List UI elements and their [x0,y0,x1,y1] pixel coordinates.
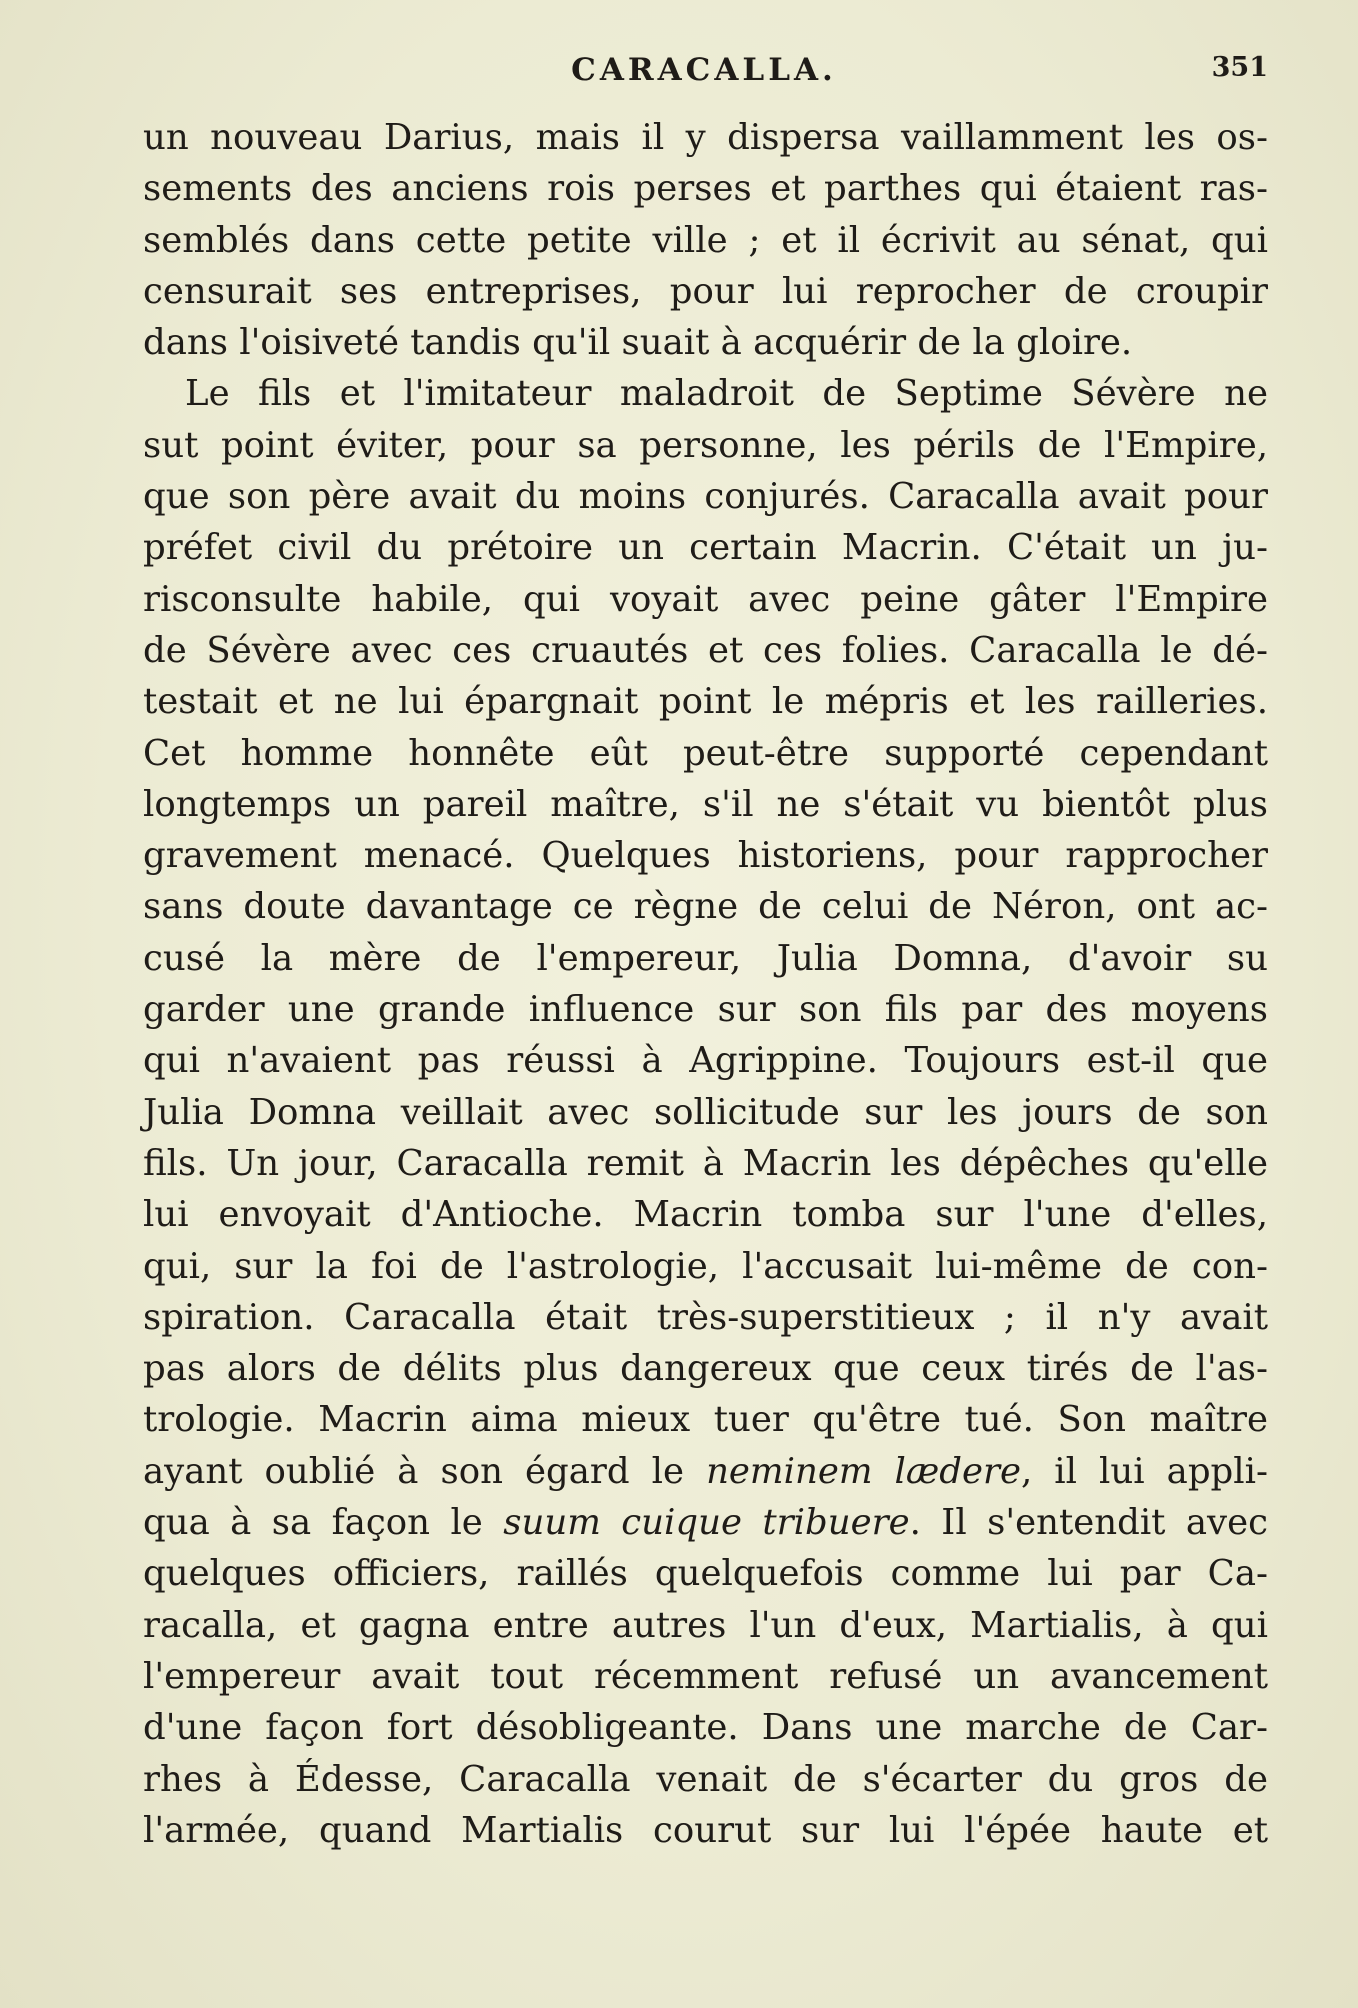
text-line: qui, sur la foi de l'astrologie, l'accusait lui-même de con- [143,1245,1268,1287]
text-line: testait et ne lui épargnait point le mépris et les railleries. [143,681,1268,723]
text-line: rhes à Édesse, Caracalla venait de s'écarter du gros de [143,1758,1268,1800]
text-line: sut point éviter, pour sa personne, les périls de l'Empire, [143,424,1268,466]
text-line: sans doute davantage ce règne de celui de Néron, ont ac- [143,886,1268,928]
text-line: cusé la mère de l'empereur, Julia Domna, d'avoir su [143,937,1268,979]
text-line: que son père avait du moins conjurés. Caracalla avait pour [143,476,1268,518]
text-line: pas alors de délits plus dangereux que ceux tirés de l'as- [143,1348,1268,1390]
text-line: l'armée, quand Martialis courut sur lui l'épée haute et [143,1809,1268,1851]
text-line: gravement menacé. Quelques historiens, pour rapprocher [143,835,1268,877]
line-text: ayant oublié à son égard le [143,1450,707,1492]
text-line: qui n'avaient pas réussi à Agrippine. Toujours est-il que [143,1040,1268,1082]
paragraph-start-line: Le fils et l'imitateur maladroit de Septime Sévère ne [185,373,1268,415]
text-line-latin-phrase [143,1497,1268,1548]
text-line: censurait ses entreprises, pour lui reprocher de croupir [143,270,1268,312]
text-line-latin-phrase [143,1446,1268,1497]
running-head: CARACALLA. [571,52,837,88]
text-line: risconsulte habile, qui voyait avec peine gâter l'Empire [143,578,1268,620]
text-line: racalla, et gagna entre autres l'un d'eux, Martialis, à qui [143,1604,1268,1646]
text-line: sements des anciens rois perses et parthes qui étaient ras- [143,168,1268,210]
text-line: longtemps un pareil maître, s'il ne s'était vu bientôt plus [143,783,1268,825]
line-text: , il lui appli- [1020,1450,1268,1492]
text-line: un nouveau Darius, mais il y dispersa vaillamment les os- [143,117,1268,158]
latin-phrase: neminem lædere [706,1450,1021,1492]
text-line: lui envoyait d'Antioche. Macrin tomba sur l'une d'elles, [143,1194,1268,1236]
text-line: l'empereur avait tout récemment refusé un avancement [143,1655,1268,1697]
text-line: quelques officiers, raillés quelquefois comme lui par Ca- [143,1553,1268,1595]
text-line: préfet civil du prétoire un certain Macrin. C'était un ju- [143,527,1268,569]
text-line: spiration. Caracalla était très-superstitieux ; il n'y avait [143,1296,1268,1338]
text-line: trologie. Macrin aima mieux tuer qu'être tué. Son maître [143,1399,1268,1441]
text-line: dans l'oisiveté tandis qu'il suait à acquérir de la gloire. [143,322,1133,364]
text-line: de Sévère avec ces cruautés et ces folies. Caracalla le dé- [143,629,1268,671]
text-line: Julia Domna veillait avec sollicitude sur les jours de son [143,1091,1268,1133]
latin-phrase: suum cuique tribuere [503,1502,910,1544]
page-number: 351 [1211,52,1268,83]
text-line: semblés dans cette petite ville ; et il écrivit au sénat, qui [143,219,1268,261]
text-line: fils. Un jour, Caracalla remit à Macrin les dépêches qu'elle [143,1142,1268,1184]
line-text: . Il s'entendit avec [909,1502,1268,1544]
page-header [140,52,1268,100]
text-line: garder une grande influence sur son fils par des moyens [143,989,1268,1031]
line-text: qua à sa façon le [143,1502,504,1544]
text-line: d'une façon fort désobligeante. Dans une marche de Car- [143,1707,1268,1749]
body-text [143,112,1268,1856]
text-line: Cet homme honnête eût peut-être supporté cependant [143,732,1268,774]
